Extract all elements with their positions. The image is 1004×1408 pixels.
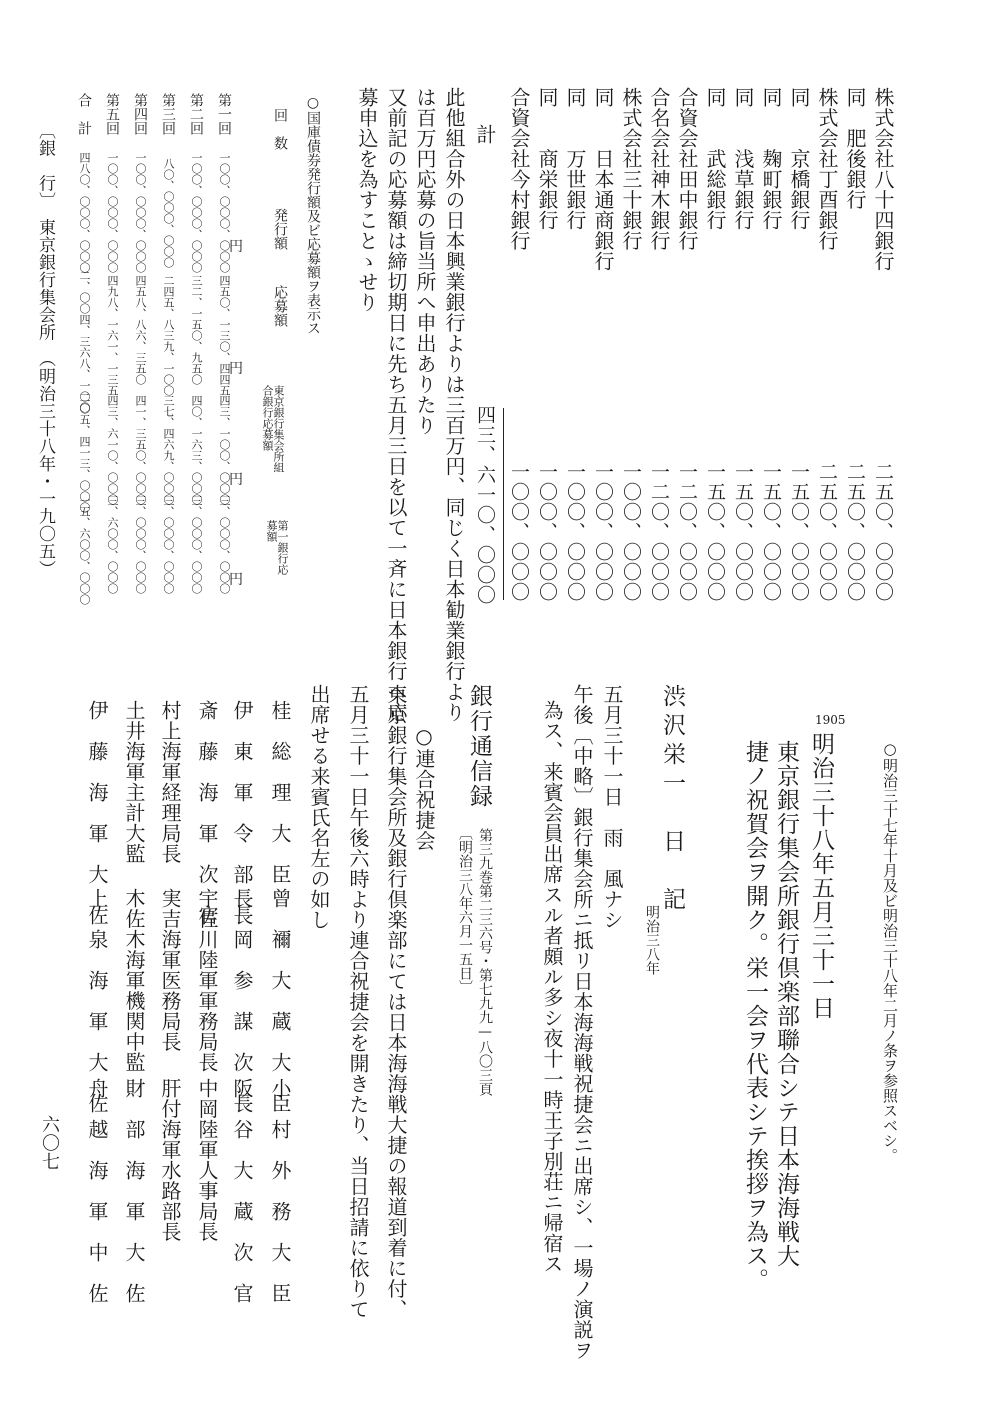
bank-name: 合資会社今村銀行 <box>507 87 531 251</box>
guest: 上 泉 海 軍 大 佐 <box>85 888 109 1114</box>
guest: 村上海軍経理局長 <box>158 700 182 864</box>
table-cell-tokyo: 四〇、一六三、〇〇〇 <box>190 395 203 505</box>
note-line: 此他組合外の日本興業銀行よりは三百万円、同じく日本勧業銀行より <box>442 87 466 723</box>
table-cell-issue: 四八〇、〇〇〇、〇〇〇 <box>78 152 91 273</box>
table-cell-issue: 一〇〇、〇〇〇、〇〇〇 <box>134 152 147 273</box>
bank-amount: 二五〇、〇〇〇 <box>872 462 894 602</box>
bank-name: 同 肥後銀行 <box>843 87 867 210</box>
bank-name: 同 麹町銀行 <box>759 87 783 231</box>
bank-name: 同 万世銀行 <box>563 87 587 231</box>
reference-note: ○明治三十七年十月及ビ明治三十八年二月ノ条ヲ参照スベシ。 <box>881 740 899 1163</box>
event-line: 東京銀行集会所銀行倶楽部聯合シテ日本海海戦大 <box>773 740 799 1268</box>
bank-amount: 一二〇、〇〇〇 <box>676 462 698 602</box>
header-tokyo: 東京銀行集会所組合銀行応募額 <box>261 385 285 473</box>
guest: 実吉海軍医務局長 <box>158 888 182 1052</box>
bank-amount: 一五〇、〇〇〇 <box>760 462 782 602</box>
table-cell-issue: 一〇〇、〇〇〇、〇〇〇 <box>106 152 119 273</box>
table-cell-issue: 一〇〇、〇〇〇、〇〇〇 <box>190 152 203 273</box>
table-cell-tokyo: 四三、一〇〇、〇〇〇 <box>218 395 231 505</box>
header-daiichi: 第一銀行応募額 <box>265 520 289 575</box>
table-cell-round: 第一回 <box>216 93 232 135</box>
sum-rule <box>503 408 504 600</box>
diary-title: 渋沢栄一 日 記 <box>659 684 685 916</box>
table-caption: ○国庫債券発行額及ビ応募額ヲ表示ス <box>305 95 321 335</box>
table-cell-daiichi: 三、六〇〇、〇〇〇 <box>106 495 119 594</box>
bank-name: 株式会社八十四銀行 <box>871 87 895 272</box>
table-cell-tokyo: 四一、三五〇、〇〇〇 <box>134 395 147 505</box>
table-cell-subscribed: 四九八、一六一、一三五 <box>106 275 119 396</box>
bulletin-ref: 第三九巻第二三六号・第七九九—八〇三頁 <box>477 828 493 1096</box>
bank-name: 同 武総銀行 <box>703 87 727 231</box>
guest: 伊 東 軍 令 部 長 <box>230 700 254 926</box>
guest: 木佐木海軍機関中監 <box>122 888 146 1073</box>
article-line: 五月三十一日午後六時より連合祝捷会を開きたり、当日招請に依りて <box>346 684 370 1320</box>
table-cell-issue: 八〇、〇〇〇、〇〇〇 <box>162 158 175 268</box>
note-line: は百万円応募の旨当所へ申出ありたり <box>413 87 437 436</box>
note-line: 又前記の応募額は締切期日に先ち五月三日を以て一斉に日本銀行へ応 <box>384 87 408 723</box>
table-cell-issue: 一〇〇、〇〇〇、〇〇〇 <box>218 152 231 273</box>
bulletin-date: 〔明治三八年六月一五日〕 <box>457 826 473 994</box>
page-number: 六〇七 <box>39 1115 60 1171</box>
table-cell-subscribed: 四五八、八六、三五〇 <box>134 275 147 385</box>
bank-name: 株式会社三十銀行 <box>619 87 643 251</box>
diary-year: 明治三八年 <box>644 905 660 975</box>
bank-amount: 一〇〇、〇〇〇 <box>536 462 558 602</box>
yen-mark: 円 <box>229 361 243 377</box>
table-cell-subscribed: 二、〇〇四、三六八、一〇〇 <box>78 270 91 413</box>
bank-name: 合資会社田中銀行 <box>675 87 699 251</box>
table-cell-tokyo: 三七、四六九、〇〇〇 <box>162 395 175 505</box>
table-cell-tokyo: 二〇五、四一三、〇〇〇 <box>78 392 91 513</box>
running-footer: 〔銀 行〕 東京銀行集会所 （明治三十八年・一九〇五） <box>35 122 55 578</box>
yen-mark: 円 <box>229 239 243 255</box>
date-heading: 明治三十八年五月三十一日 <box>808 732 834 1020</box>
guest: 小 村 外 務 大 臣 <box>268 1078 292 1304</box>
table-cell-subscribed: 三二、一五〇、九五〇 <box>190 275 203 385</box>
table-cell-daiichi: 三、〇〇〇、〇〇〇 <box>162 495 175 594</box>
guest: 桂 総 理 大 臣 <box>268 700 292 885</box>
table-cell-subscribed: 四五〇、一三〇、四四五 <box>218 275 231 396</box>
guest: 土井海軍主計大監 <box>122 700 146 864</box>
guest: 伊 藤 海 軍 大 佐 <box>85 700 109 926</box>
bank-amount: 一〇〇、〇〇〇 <box>592 462 614 602</box>
guest: 斎 藤 海 軍 次 官 <box>195 700 219 926</box>
table-cell-subscribed: 二四五、八三九、一〇〇 <box>162 275 175 396</box>
bank-amount: 一五〇、〇〇〇 <box>704 462 726 602</box>
bank-amount: 一〇〇、〇〇〇 <box>564 462 586 602</box>
table-cell-daiichi: 三、〇〇〇、〇〇〇 <box>218 495 231 594</box>
bank-amount: 一〇〇、〇〇〇 <box>620 462 642 602</box>
article-line: 東京銀行集会所及銀行倶楽部にては日本海海戦大捷の報道到着に付、 <box>384 684 408 1320</box>
guest: 舟 越 海 軍 中 佐 <box>85 1078 109 1304</box>
diary-line: 午後〔中略〕銀行集会所ニ抵リ日本海海戦祝捷会ニ出席シ、一場ノ演説ヲ <box>570 684 594 1361</box>
table-cell-round: 第五回 <box>104 93 120 135</box>
guest: 曾 禰 大 蔵 大 臣 <box>268 888 292 1114</box>
guest: 長 岡 参 謀 次 長 <box>230 888 254 1114</box>
table-cell-tokyo: 四三、六一〇、〇〇〇 <box>106 395 119 505</box>
bank-name: 同 京橋銀行 <box>787 87 811 231</box>
diary-line: 為ス、来賓会員出席スル者頗ル多シ夜十一時王子別荘ニ帰宿ス <box>540 700 564 1274</box>
bank-amount: 二五〇、〇〇〇 <box>816 462 838 602</box>
bank-name: 株式会社丁酉銀行 <box>815 87 839 251</box>
guest: 阪 谷 大 蔵 次 官 <box>230 1078 254 1304</box>
table-cell-round: 第三回 <box>160 93 176 135</box>
article-heading: ○連合祝捷会 <box>412 724 436 851</box>
note-line: 募申込を為すことゝせり <box>355 87 379 313</box>
yen-mark: 円 <box>229 572 243 588</box>
guest: 宇佐川陸軍軍務局長 <box>195 888 219 1073</box>
guest: 肝付海軍水路部長 <box>158 1078 182 1242</box>
header-round: 回 数 <box>272 108 288 150</box>
table-cell-round: 合 計 <box>76 93 92 135</box>
table-cell-round: 第二回 <box>188 93 204 135</box>
table-cell-daiichi: 三、〇〇〇、〇〇〇 <box>190 495 203 594</box>
event-line: 捷ノ祝賀会ヲ開ク。栄一会ヲ代表シテ挨拶ヲ為ス。 <box>742 740 768 1292</box>
bank-name: 同 商栄銀行 <box>535 87 559 231</box>
bank-amount: 二五〇、〇〇〇 <box>844 462 866 602</box>
bank-name: 同 日本通商銀行 <box>591 87 615 272</box>
table-cell-daiichi: 一五、六〇〇、〇〇〇 <box>78 495 91 605</box>
bank-amount: 一〇〇、〇〇〇 <box>508 462 530 602</box>
bank-amount: 一二〇、〇〇〇 <box>648 462 670 602</box>
table-cell-daiichi: 三、〇〇〇、〇〇〇 <box>134 495 147 594</box>
guest: 財 部 海 軍 大 佐 <box>122 1078 146 1304</box>
header-issue: 発行額 <box>272 208 288 250</box>
total-label: 計 <box>473 124 497 145</box>
article-line: 出席せる来賓氏名左の如し <box>307 684 331 930</box>
table-cell-round: 第四回 <box>132 93 148 135</box>
year-small: 1905 <box>815 713 846 727</box>
bank-name: 同 浅草銀行 <box>731 87 755 231</box>
diary-date: 五月三十一日 雨 風ナシ <box>600 684 624 930</box>
guest: 中岡陸軍人事局長 <box>195 1078 219 1242</box>
yen-mark: 円 <box>229 472 243 488</box>
bank-amount: 一五〇、〇〇〇 <box>732 462 754 602</box>
bank-name: 合名会社神木銀行 <box>647 87 671 251</box>
bank-amount: 一五〇、〇〇〇 <box>788 462 810 602</box>
bulletin-title: 銀行通信録 <box>466 684 492 809</box>
total-value: 四三、六一〇、〇〇〇 <box>474 405 496 605</box>
header-subscribed: 応募額 <box>272 285 288 327</box>
